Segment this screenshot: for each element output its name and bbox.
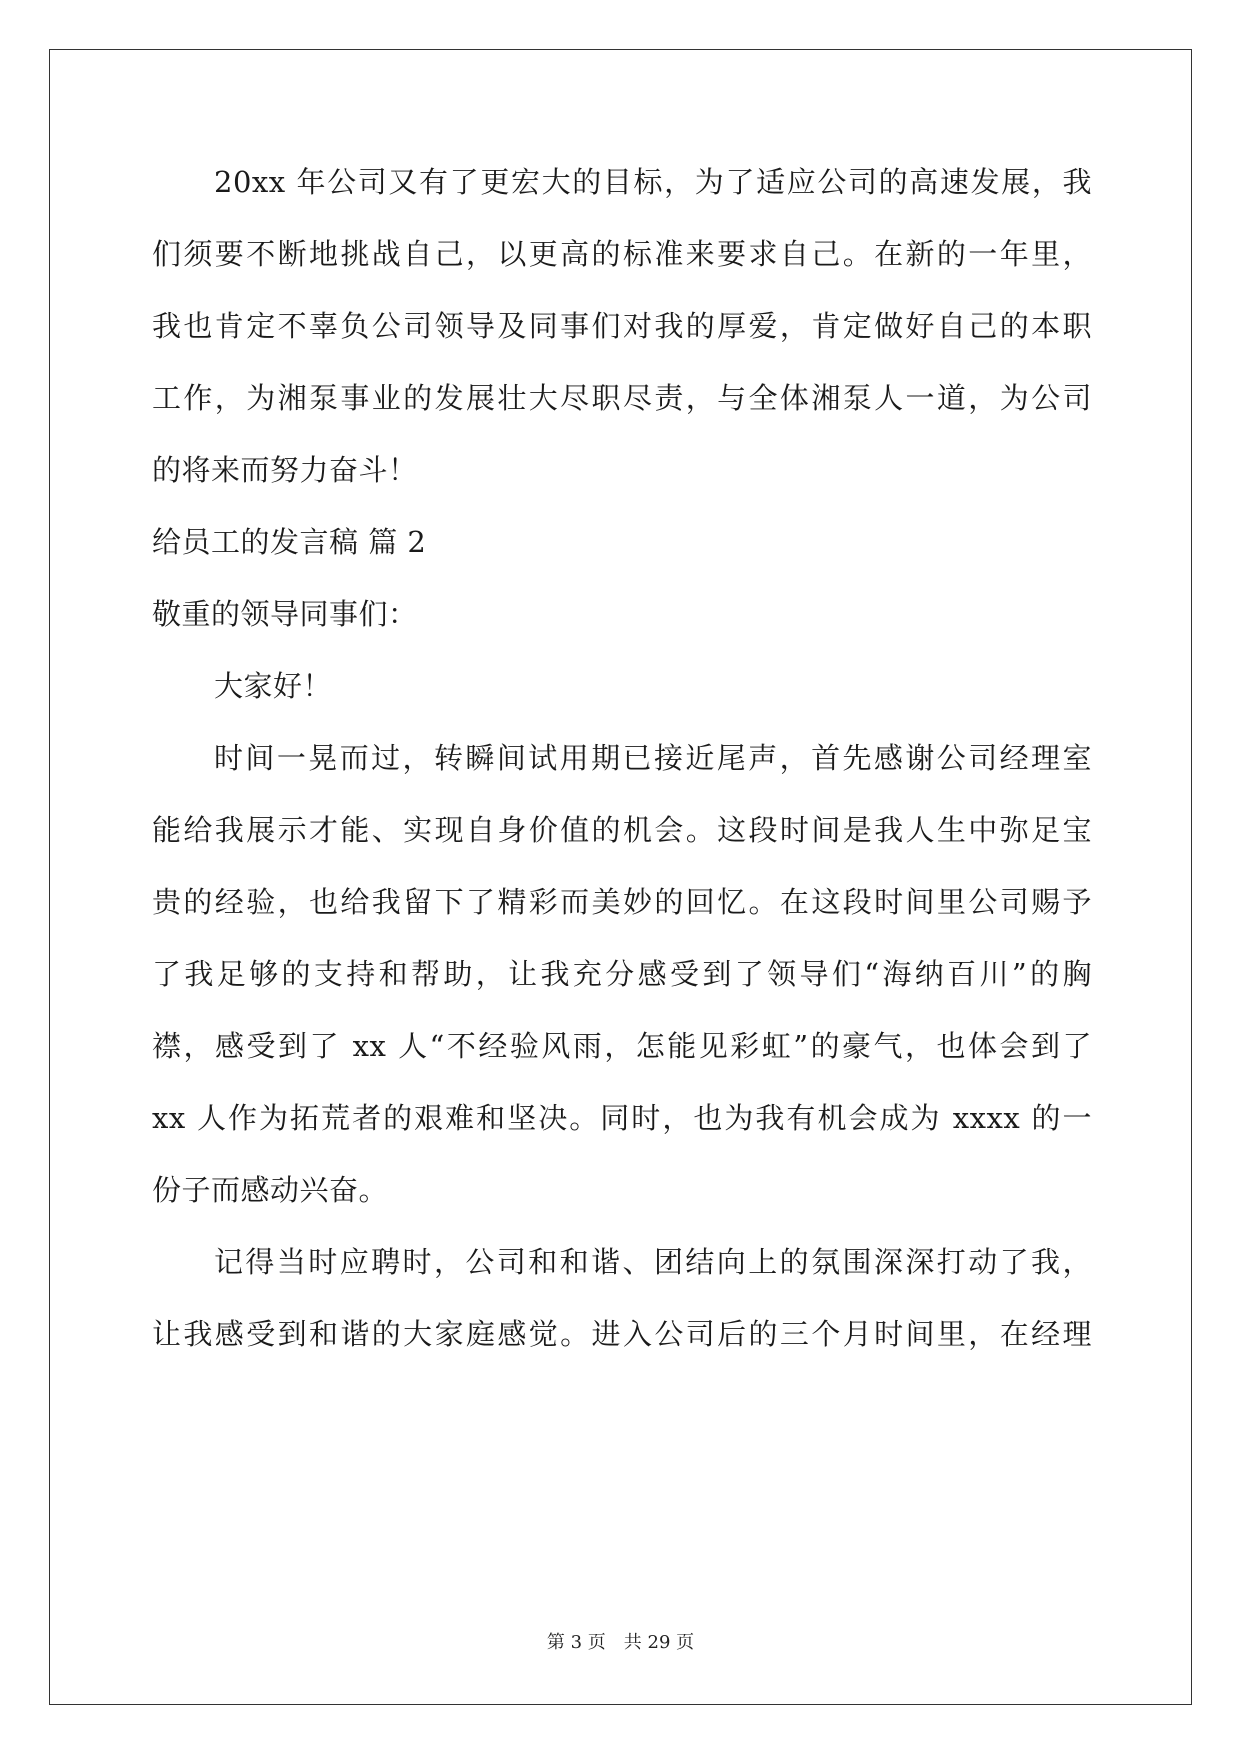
paragraph-line: 我也肯定不辜负公司领导及同事们对我的厚爱，肯定做好自己的本职 [152, 309, 1092, 343]
greeting: 大家好！ [214, 669, 333, 703]
paragraph-line: 贵的经验，也给我留下了精彩而美妙的回忆。在这段时间里公司赐予 [152, 885, 1092, 919]
paragraph-line: 份子而感动兴奋。 [152, 1173, 389, 1207]
paragraph-line: 的将来而努力奋斗！ [152, 453, 418, 487]
page-number: 第 3 页 [546, 1632, 606, 1653]
paragraph-line: 了我足够的支持和帮助，让我充分感受到了领导们“海纳百川”的胸 [152, 957, 1092, 991]
paragraph-line: 能给我展示才能、实现自身价值的机会。这段时间是我人生中弥足宝 [152, 813, 1092, 847]
paragraph-line: 记得当时应聘时，公司和和谐、团结向上的氛围深深打动了我， [214, 1245, 1092, 1279]
page-total: 共 29 页 [623, 1632, 695, 1653]
paragraph-line: 工作，为湘泵事业的发展壮大尽职尽责，与全体湘泵人一道，为公司 [152, 381, 1092, 415]
paragraph-line: 们须要不断地挑战自己，以更高的标准来要求自己。在新的一年里， [152, 237, 1092, 271]
paragraph-line: 时间一晃而过，转瞬间试用期已接近尾声，首先感谢公司经理室 [214, 741, 1092, 775]
paragraph-line: xx 人作为拓荒者的艰难和坚决。同时，也为我有机会成为 xxxx 的一 [152, 1101, 1092, 1135]
section-heading: 给员工的发言稿 篇 2 [152, 525, 427, 559]
page-border [49, 49, 1192, 1705]
paragraph-line: 20xx 年公司又有了更宏大的目标，为了适应公司的高速发展，我 [214, 165, 1092, 199]
page-footer [0, 1628, 1241, 1654]
salutation: 敬重的领导同事们： [152, 597, 418, 631]
paragraph-line: 襟，感受到了 xx 人“不经验风雨，怎能见彩虹”的豪气，也体会到了 [152, 1029, 1092, 1063]
paragraph-line: 让我感受到和谐的大家庭感觉。进入公司后的三个月时间里，在经理 [152, 1317, 1092, 1351]
